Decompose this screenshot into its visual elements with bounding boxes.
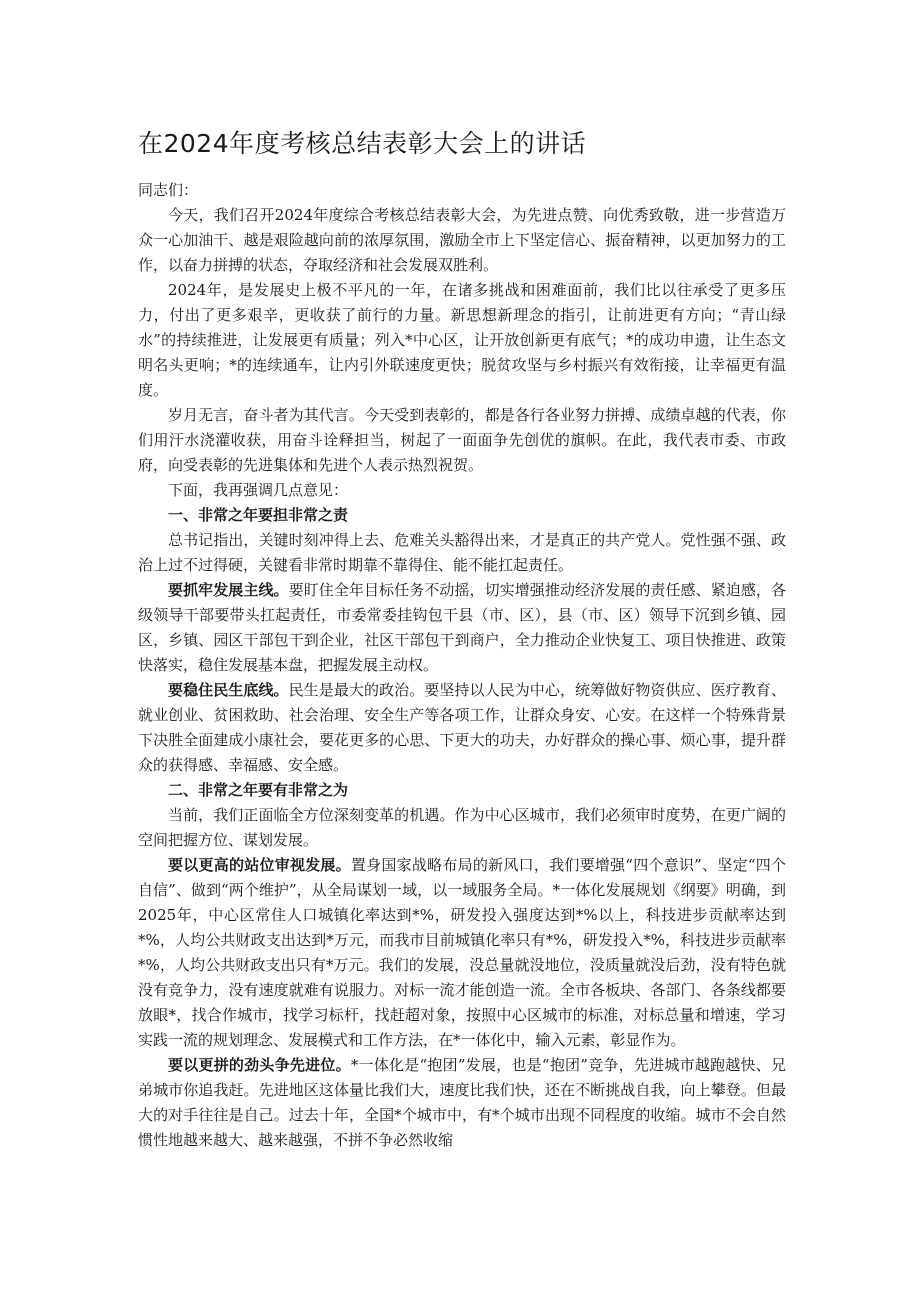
paragraph-body: 要盯住全年目标任务不动摇，切实增强推动经济发展的责任感、紧迫感，各级领导干部要带头扛起责任，市委常委挂钩包干县（市、区），县（市、区）领导下沉到乡镇、园区，乡镇、园区干部包干到企业，社区干部包干到商户，全力推动企业快复工、项目快推进、政策快落实，稳住发展基本盘，把握发展主动权。 — [138, 581, 786, 674]
paragraph-opening: 今天，我们召开2024年度综合考核总结表彰大会，为先进点赞、向优秀致敬，进一步营造万众一心加油干、越是艰险越向前的浓厚氛围，激励全市上下坚定信心、振奋精神，以更加努力的工作，以奋力拼搏的状态，夺取经济和社会发展双胜利。 — [138, 206, 786, 274]
paragraph-lead-bold: 要以更拼的劲头争先进位。 — [168, 1056, 351, 1074]
paragraph-higher-standpoint — [138, 853, 786, 1053]
paragraph-2024-review: 2024年，是发展史上极不平凡的一年，在诸多挑战和困难面前，我们比以往承受了更多压力，付出了更多艰辛，更收获了前行的力量。新思想新理念的指引，让前进更有方向；“青山绿水”的持续推进，让发展更有质量；列入*中心区，让开放创新更有底气；*的成功申遗，让生态文明名头更响；*的连续通车，让内引外联速度更快；脱贫攻坚与乡村振兴有效衔接，让幸福更有温度。 — [138, 281, 786, 399]
section-heading-1: 一、非常之年要担非常之责 — [168, 506, 349, 524]
paragraph-party-quote: 总书记指出，关键时刻冲得上去、危难关头豁得出来，才是真正的共产党人。党性强不强、政治上过不过得硬，关键看非常时期靠不靠得住、能不能扛起责任。 — [138, 531, 786, 574]
paragraph-body: *一体化是“抱团”发展，也是“抱团”竞争，先进城市越跑越快、兄弟城市你追我赶。先进地区这体量比我们大，速度比我们快，还在不断挑战自我，向上攀登。但最大的对手往往是自己。过去十年，全国*个城市中，有*个城市出现不同程度的收缩。城市不会自然惯性地越来越大、越来越强，不拼不争必然收缩 — [138, 1056, 786, 1149]
salutation: 同志们： — [138, 181, 199, 199]
paragraph-livelihood — [138, 678, 786, 778]
paragraph-lead-bold: 要稳住民生底线。 — [168, 681, 289, 699]
paragraph-body: 民生是最大的政治。要坚持以人民为中心，统筹做好物资供应、医疗教育、就业创业、贫困救助、社会治理、安全生产等各项工作，让群众身安、心安。在这样一个特殊背景下决胜全面建成小康社会，要花更多的心思、下更大的功夫，办好群众的操心事、烦心事，提升群众的获得感、幸福感、安全感。 — [138, 681, 786, 774]
paragraph-body: 置身国家战略布局的新风口，我们要增强“四个意识”、坚定“四个自信”、做到“两个维护”，从全局谋划一域，以一域服务全局。*一体化发展规划《纲要》明确，到2025年，中心区常住人口城镇化率达到*%，研发投入强度达到*%以上，科技进步贡献率达到*%，人均公共财政支出达到*万元，而我市目前城镇化率只有*%，研发投入*%，科技进步贡献率*%，人均公共财政支出只有*万元。我们的发展，没总量就没地位，没质量就没后劲，没有特色就没有竞争力，没有速度就难有说服力。对标一流才能创造一流。全市各板块、各部门、各条线都要放眼*，找合作城市，找学习标杆，找赶超对象，按照中心区城市的标准，对标总量和增速，学习实践一流的规划理念、发展模式和工作方法，在*一体化中，输入元素，彰显作为。 — [138, 856, 786, 1049]
paragraph-lead-bold: 要以更高的站位审视发展。 — [168, 856, 351, 874]
paragraph-transition: 下面，我再强调几点意见： — [168, 481, 349, 499]
paragraph-development-mainline — [138, 578, 786, 678]
document-page — [138, 124, 786, 1153]
paragraph-commendation: 岁月无言，奋斗者为其代言。今天受到表彰的，都是各行各业努力拼搏、成绩卓越的代表，你们用汗水浇灌收获，用奋斗诠释担当，树起了一面面争先创优的旗帜。在此，我代表市委、市政府，向受表彰的先进集体和先进个人表示热烈祝贺。 — [138, 406, 786, 474]
paragraph-opportunity: 当前，我们正面临全方位深刻变革的机遇。作为中心区城市，我们必须审时度势，在更广阔的空间把握方位、谋划发展。 — [138, 806, 786, 849]
paragraph-lead-bold: 要抓牢发展主线。 — [168, 581, 289, 599]
section-heading-2: 二、非常之年要有非常之为 — [168, 781, 349, 799]
paragraph-strive-forward — [138, 1053, 786, 1153]
document-title: 在2024年度考核总结表彰大会上的讲话 — [138, 129, 587, 158]
